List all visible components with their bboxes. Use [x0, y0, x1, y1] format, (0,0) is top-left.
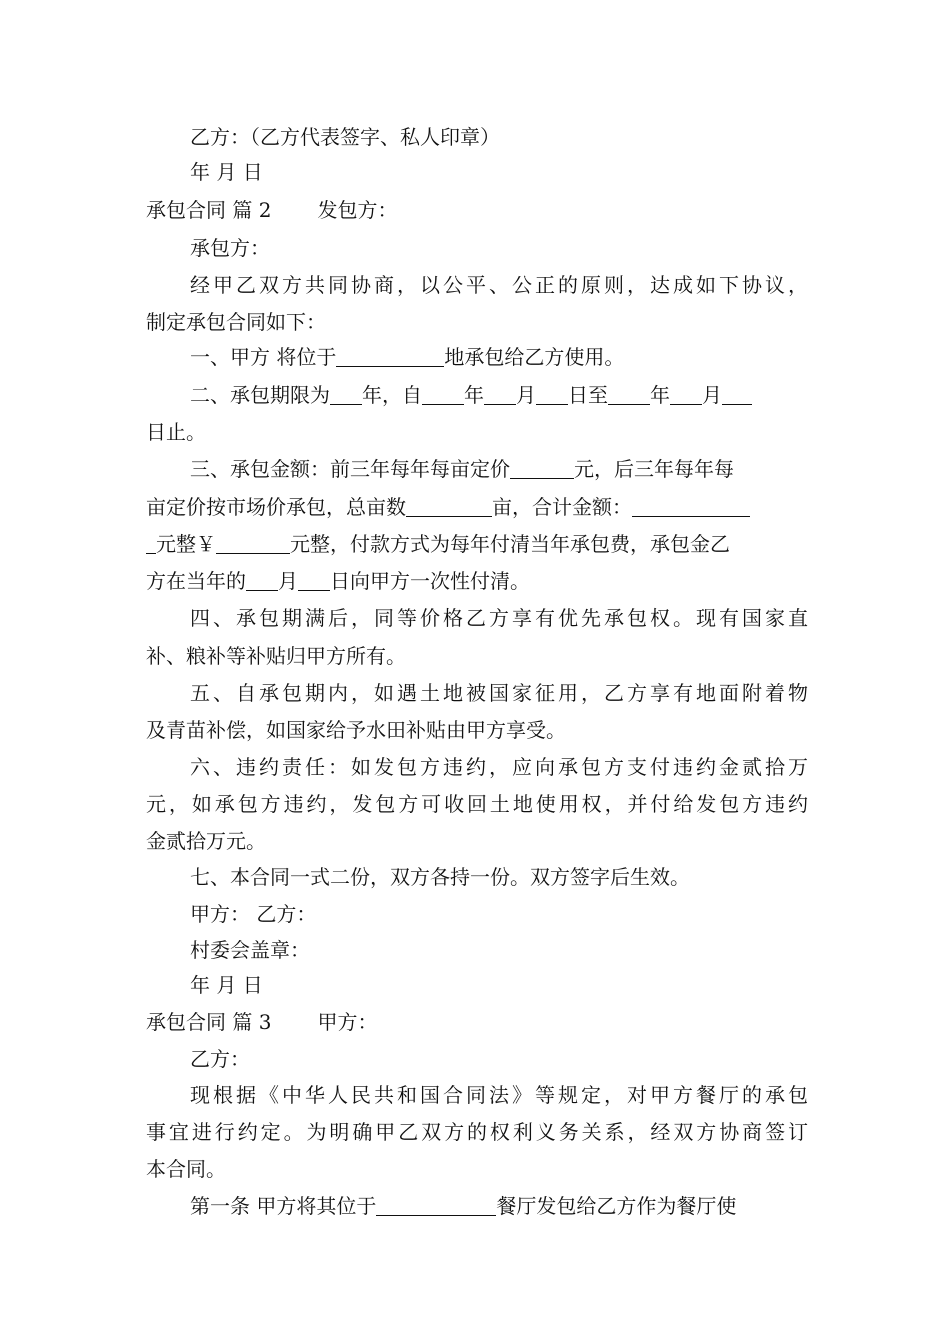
paragraph-line: 亩定价按市场价承包，总亩数 亩，合计金额： — [146, 488, 808, 526]
paragraph-line: 日止。 — [146, 420, 206, 444]
clause-6: 六、违约责任：如发包方违约，应向承包方支付违约金贰拾万 — [190, 755, 808, 779]
paragraph-line: 事宜进行约定。为明确甲乙双方的权利义务关系，经双方协商签订 — [146, 1120, 808, 1144]
blank-field — [670, 384, 702, 405]
blank-field — [336, 346, 444, 367]
blank-field — [216, 533, 290, 554]
paragraph-line: 制定承包合同如下： — [146, 310, 326, 334]
section-heading-2 — [146, 191, 808, 229]
paragraph-line: 元，如承包方违约，发包方可收回土地使用权，并付给发包方违约 — [146, 792, 808, 816]
date-line: 年 月 日 — [190, 160, 263, 184]
blank-field — [298, 570, 330, 591]
blank-field — [406, 496, 492, 517]
clause-3: 三、承包金额：前三年每年每亩定价 元，后三年每年每 — [190, 457, 734, 481]
clause-4: 四、承包期满后，同等价格乙方享有优先承包权。现有国家直 — [190, 606, 808, 630]
paragraph-line: 元整￥ 元整，付款方式为每年付清当年承包费，承包金乙 — [146, 525, 808, 563]
blank-field — [632, 496, 750, 517]
blank-field — [246, 570, 278, 591]
clause-5: 五、自承包期内，如遇土地被国家征用，乙方享有地面附着物 — [190, 681, 808, 705]
clause-1: 一、甲方 将位于 地承包给乙方使用。 — [190, 345, 625, 369]
blank-field — [536, 384, 568, 405]
party-b-signature-line: 乙方：（乙方代表签字、私人印章） — [190, 125, 500, 149]
paragraph-line: 及青苗补偿，如国家给予水田补贴由甲方享受。 — [146, 718, 566, 742]
party-b-label: 乙方： — [190, 1047, 250, 1071]
paragraph-line: 本合同。 — [146, 1157, 226, 1181]
contractor-label: 承包方： — [190, 236, 270, 260]
blank-field — [330, 384, 362, 405]
party-label: 发包方： — [317, 198, 398, 222]
village-seal-line: 村委会盖章： — [190, 938, 310, 962]
blank-field — [484, 384, 516, 405]
section-heading-3 — [146, 1003, 808, 1041]
clause-2: 二、承包期限为 年，自 年 月 日至 年 月 — [190, 376, 808, 414]
blank-field — [146, 533, 156, 554]
paragraph-line: 补、粮补等补贴归甲方所有。 — [146, 644, 406, 668]
date-line: 年 月 日 — [190, 973, 263, 997]
section-title: 承包合同 篇 3 — [146, 1010, 272, 1034]
blank-field — [722, 384, 752, 405]
article-1: 第一条 甲方将其位于 餐厅发包给乙方作为餐厅使 — [190, 1194, 737, 1218]
paragraph-line: 现根据《中华人民共和国合同法》等规定，对甲方餐厅的承包 — [190, 1083, 808, 1107]
paragraph-line: 方在当年的 月 日向甲方一次性付清。 — [146, 569, 530, 593]
clause-7: 七、本合同一式二份，双方各持一份。双方签字后生效。 — [190, 865, 690, 889]
paragraph-line: 金贰拾万元。 — [146, 829, 266, 853]
signature-parties: 甲方： 乙方： — [190, 902, 317, 926]
blank-field — [608, 384, 650, 405]
section-title: 承包合同 篇 2 — [146, 198, 272, 222]
party-label: 甲方： — [317, 1010, 378, 1034]
blank-field — [510, 458, 574, 479]
blank-field — [376, 1195, 496, 1216]
blank-field — [422, 384, 464, 405]
paragraph-line: 经甲乙双方共同协商，以公平、公正的原则，达成如下协议， — [190, 273, 808, 297]
